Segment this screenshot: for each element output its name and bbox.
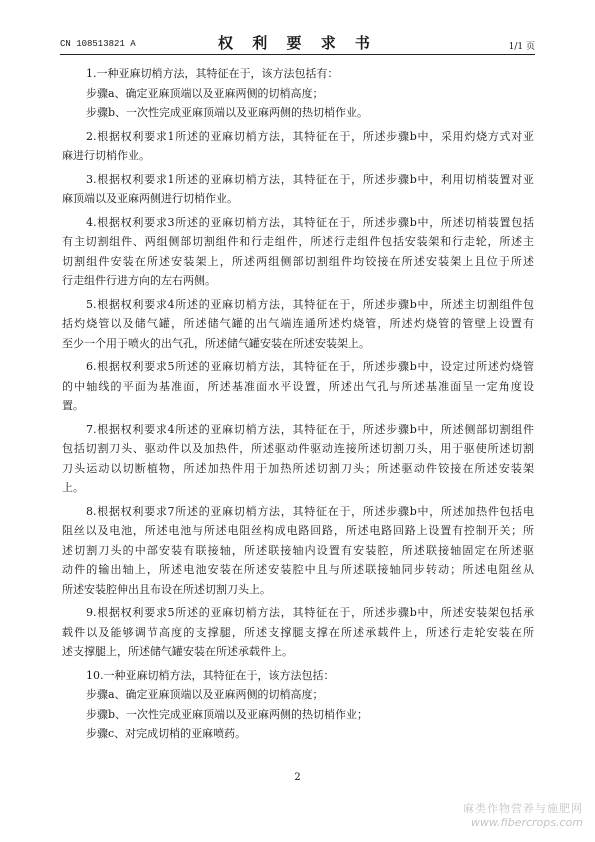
claim-4 <box>62 213 534 291</box>
claim-7 <box>62 420 534 498</box>
watermark-site-name: 麻类作物营养与施肥网 <box>463 802 583 815</box>
claim-6 <box>62 357 534 416</box>
page-header <box>60 32 535 55</box>
claim-text-line: 置。 <box>62 399 84 412</box>
claim-text-line: 9.根据权利要求5所述的亚麻切梢方法，其特征在于，所述步骤b中，所述安装架包括承 <box>86 606 534 619</box>
claim-text-line: 10.一种亚麻切梢方法，其特征在于，该方法包括： <box>86 668 335 682</box>
document-title: 权 利 要 求 书 <box>218 34 377 52</box>
claim-text-line: 阻丝以及电池，所述电池与所述电阻丝构成电路回路，所述电路回路上设置有控制开关；所 <box>62 524 534 537</box>
claim-text-line: 步骤b、一次性完成亚麻顶端以及亚麻两侧的热切梢作业。 <box>86 106 369 119</box>
page-number: 2 <box>294 772 301 783</box>
claim-text-line: 步骤b、一次性完成亚麻顶端以及亚麻两侧的热切梢作业； <box>86 707 369 721</box>
claim-5 <box>62 295 534 354</box>
claim-text-line: 8.根据权利要求7所述的亚麻切梢方法，其特征在于，所述步骤b中，所述加热件包括电 <box>86 504 534 518</box>
claim-text-line: 步骤a、确定亚麻顶端以及亚麻两侧的切梢高度； <box>86 688 324 701</box>
claim-text-line: 所述安装腔伸出且布设在所述切割刀头上。 <box>62 582 271 596</box>
watermark-url: www.fibercrops.com <box>470 816 583 829</box>
claim-text-line: 有主切割组件、两组侧部切割组件和行走组件，所述行走组件包括安装架和行走轮，所述主 <box>62 235 534 248</box>
claim-text-line: 切割组件安装在所述安装架上，所述两组侧部切割组件均铰接在所述安装架上且位于所述 <box>62 254 534 268</box>
claim-2 <box>62 127 534 166</box>
claim-text-line: 3.根据权利要求1所述的亚麻切梢方法，其特征在于，所述步骤b中，利用切梢装置对亚 <box>86 172 534 186</box>
claim-text-line: 包括切割刀头、驱动件以及加热件，所述驱动件驱动连接所述切割刀头，用于驱使所述切割 <box>62 442 534 455</box>
claim-text-line: 上。 <box>62 481 84 494</box>
claim-text-line: 麻顶端以及亚麻两侧进行切梢作业。 <box>62 192 238 205</box>
claim-text-line: 步骤c、对完成切梢的亚麻喷药。 <box>86 727 247 740</box>
claim-text-line: 5.根据权利要求4所述的亚麻切梢方法，其特征在于，所述步骤b中，所述主切割组件包 <box>86 297 534 311</box>
claim-text-line: 行走组件行进方向的左右两侧。 <box>62 274 216 287</box>
claim-text-line: 6.根据权利要求5所述的亚麻切梢方法，其特征在于，所述步骤b中，设定过所述灼烧管 <box>86 360 534 373</box>
claim-text-line: 载件以及能够调节高度的支撑腿，所述支撑腿支撑在所述承载件上，所述行走轮安装在所 <box>62 625 534 639</box>
claims-list <box>62 64 534 748</box>
document-number: CN 108513821 A <box>60 39 136 49</box>
claim-text-line: 刀头运动以切断植物，所述加热件用于加热所述切割刀头；所述驱动件铰接在所述安装架 <box>62 461 534 475</box>
claim-1 <box>62 64 534 123</box>
page-count: 1/1 页 <box>508 42 535 52</box>
claim-text-line: 至少一个用于喷火的出气孔，所述储气罐安装在所述安装架上。 <box>62 336 370 350</box>
claim-text-line: 的中轴线的平面为基准面，所述基准面水平设置，所述出气孔与所述基准面呈一定角度设 <box>62 379 534 393</box>
claim-3 <box>62 170 534 209</box>
claim-text-line: 括灼烧管以及储气罐，所述储气罐的出气端连通所述灼烧管，所述灼烧管的管壁上设置有 <box>62 317 534 330</box>
claim-10 <box>62 666 534 744</box>
claim-text-line: 2.根据权利要求1所述的亚麻切梢方法，其特征在于，所述步骤b中，采用灼烧方式对亚 <box>86 129 534 143</box>
claim-text-line: 7.根据权利要求4所述的亚麻切梢方法，其特征在于，所述步骤b中，所述侧部切割组件 <box>86 422 534 436</box>
claim-text-line: 步骤a、确定亚麻顶端以及亚麻两侧的切梢高度； <box>86 86 324 100</box>
claim-text-line: 动件的输出轴上，所述电池安装在所述安装腔中且与所述联接轴同步转动；所述电阻丝从 <box>62 563 534 576</box>
watermark <box>463 800 583 829</box>
claim-text-line: 麻进行切梢作业。 <box>62 149 150 162</box>
claim-text-line: 4.根据权利要求3所述的亚麻切梢方法，其特征在于，所述步骤b中，所述切梢装置包括 <box>86 215 534 229</box>
claim-text-line: 1.一种亚麻切梢方法，其特征在于，该方法包括有： <box>86 67 339 80</box>
claim-text-line: 述支撑腿上，所述储气罐安装在所述承载件上。 <box>62 645 293 658</box>
claim-9 <box>62 603 534 662</box>
claim-8 <box>62 502 534 600</box>
claim-text-line: 述切割刀头的中部安装有联接轴，所述联接轴内设置有安装腔，所述联接轴固定在所述驱 <box>62 543 534 557</box>
